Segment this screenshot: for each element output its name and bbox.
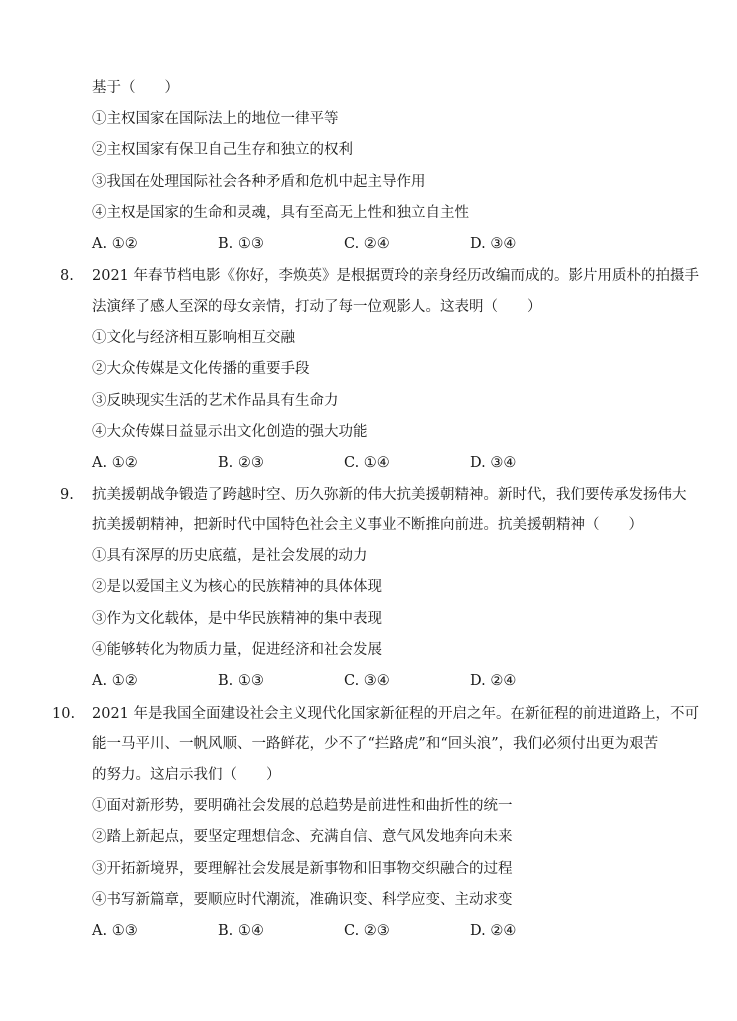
statement-4: ④主权是国家的生命和灵魂，具有至高无上性和独立自主性 [92,205,469,221]
question-number: 10. [52,706,76,722]
option-a[interactable]: A. ①② [92,455,138,471]
option-b[interactable]: B. ②③ [218,455,264,471]
question-stem-line: 的努力。这启示我们（ ） [92,767,281,783]
statement-2: ②主权国家有保卫自己生存和独立的权利 [92,142,353,158]
question-stem-line: 2021 年是我国全面建设社会主义现代化国家新征程的开启之年。在新征程的前进道路上，不可 [92,706,700,722]
statement-3: ③作为文化载体，是中华民族精神的集中表现 [92,611,382,627]
question-stem-line: 法演绎了感人至深的母女亲情，打动了每一位观影人。这表明（ ） [92,299,542,315]
statement-3: ③反映现实生活的艺术作品具有生命力 [92,393,339,409]
option-c[interactable]: C. ②③ [344,923,390,939]
statement-1: ①文化与经济相互影响相互交融 [92,330,295,346]
option-a[interactable]: A. ①③ [92,923,138,939]
option-a[interactable]: A. ①② [92,673,138,689]
option-d[interactable]: D. ②④ [470,923,517,939]
question-number: 9. [60,487,74,503]
option-c[interactable]: C. ②④ [344,236,390,252]
statement-4: ④能够转化为物质力量，促进经济和社会发展 [92,642,382,658]
option-b[interactable]: B. ①③ [218,236,264,252]
statement-2: ②踏上新起点，要坚定理想信念、充满自信、意气风发地奔向未来 [92,829,513,845]
question-stem-line: 能一马平川、一帆风顺、一路鲜花，少不了“拦路虎”和“回头浪”，我们必须付出更为艰苦 [92,736,659,752]
statement-1: ①具有深厚的历史底蕴，是社会发展的动力 [92,548,368,564]
option-d[interactable]: D. ②④ [470,673,517,689]
statement-1: ①面对新形势，要明确社会发展的总趋势是前进性和曲折性的统一 [92,798,513,814]
statement-3: ③开拓新境界，要理解社会发展是新事物和旧事物交织融合的过程 [92,861,513,877]
question-stem-line: 基于（ ） [92,80,179,96]
question-number: 8. [60,268,74,284]
option-b[interactable]: B. ①③ [218,673,264,689]
statement-3: ③我国在处理国际社会各种矛盾和危机中起主导作用 [92,174,426,190]
statement-4: ④书写新篇章，要顺应时代潮流，准确识变、科学应变、主动求变 [92,892,513,908]
statement-4: ④大众传媒日益显示出文化创造的强大功能 [92,424,368,440]
option-b[interactable]: B. ①④ [218,923,264,939]
question-stem-line: 抗美援朝精神，把新时代中国特色社会主义事业不断推向前进。抗美援朝精神（ ） [92,517,643,533]
question-stem-line: 抗美援朝战争锻造了跨越时空、历久弥新的伟大抗美援朝精神。新时代，我们要传承发扬伟大 [92,487,687,503]
question-stem-line: 2021 年春节档电影《你好，李焕英》是根据贾玲的亲身经历改编而成的。影片用质朴的拍摄手 [92,268,700,284]
option-c[interactable]: C. ①④ [344,455,390,471]
statement-2: ②是以爱国主义为核心的民族精神的具体体现 [92,579,382,595]
statement-1: ①主权国家在国际法上的地位一律平等 [92,111,339,127]
statement-2: ②大众传媒是文化传播的重要手段 [92,361,310,377]
option-d[interactable]: D. ③④ [470,455,517,471]
option-a[interactable]: A. ①② [92,236,138,252]
option-c[interactable]: C. ③④ [344,673,390,689]
option-d[interactable]: D. ③④ [470,236,517,252]
